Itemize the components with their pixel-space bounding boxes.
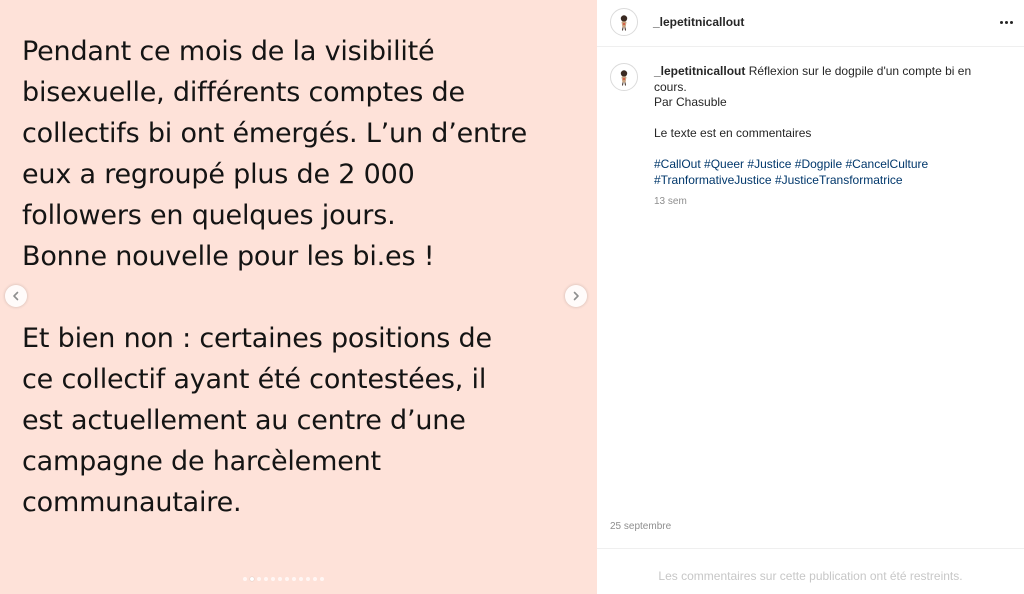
more-options-icon [1010,21,1013,24]
slide-text-line: campagne de harcèlement [22,446,381,477]
more-options-button[interactable] [997,13,1015,31]
slide-paragraph-1 [22,31,582,277]
caption-text: Le texte est en commentaires [654,126,812,140]
carousel-dot [299,577,303,581]
more-options-icon [1005,21,1008,24]
slide-text-line: Et bien non : certaines positions de [22,323,492,354]
caption-text: Réflexion sur le dogpile d'un compte bi en [748,64,972,78]
comments-footer [597,548,1024,594]
slide-text-line: eux a regroupé plus de 2 000 [22,159,415,190]
carousel-dot [306,577,310,581]
carousel-dot [243,577,247,581]
slide-text-line: bisexuelle, différents comptes de [22,77,465,108]
caption-text: Par Chasuble [654,95,727,109]
slide-text-line: ce collectif ayant été contestées, il [22,364,487,395]
post-header [597,0,1024,47]
post-details-panel [597,0,1024,594]
caption-text: cours. [654,79,687,94]
hashtag-link[interactable]: #Justice [747,157,792,171]
caption-spacer [654,142,1004,158]
carousel-dot [292,577,296,581]
hashtags-line-2 [654,173,1004,189]
slide-text-line: Pendant ce mois de la visibilité [22,36,435,67]
carousel-dot [264,577,268,581]
chevron-left-icon [11,291,21,301]
carousel-dot [320,577,324,581]
carousel-dot [285,577,289,581]
post-caption [654,64,1004,188]
hashtag-link[interactable]: #Dogpile [794,157,843,171]
hashtag-link[interactable]: #CancelCulture [845,157,929,171]
carousel-indicator [243,577,324,581]
caption-spacer [654,111,1004,127]
caption-timestamp[interactable]: 13 sem [654,196,687,207]
hashtags-line-1 [654,157,1004,173]
profile-avatar-icon [614,12,634,32]
carousel-dot-active [250,577,254,581]
carousel-dot [278,577,282,581]
caption-username-link[interactable]: _lepetitnicallout [654,64,746,78]
hashtag-link[interactable]: #JusticeTransformatrice [774,172,903,187]
slide-text-line: collectifs bi ont émergés. L’un d’entre [22,118,528,149]
hashtag-link[interactable]: #CallOut [654,157,701,171]
hashtag-link[interactable]: #TranformativeJustice [654,172,772,187]
carousel-dot [271,577,275,581]
slide-text-line: followers en quelques jours. [22,200,396,231]
caption-avatar[interactable] [610,63,638,91]
slide-text-line: Bonne nouvelle pour les bi.es ! [22,241,435,272]
post-date[interactable]: 25 septembre [610,521,672,532]
header-avatar[interactable] [610,8,638,36]
more-options-icon [1000,21,1003,24]
chevron-right-icon [571,291,581,301]
slide-paragraph-2 [22,318,582,523]
profile-avatar-icon [614,67,634,87]
slide-text-line: est actuellement au centre d’une [22,405,466,436]
slide-text-line: communautaire. [22,487,242,518]
carousel-dot [257,577,261,581]
carousel-dot [313,577,317,581]
hashtag-link[interactable]: #Queer [704,157,745,171]
comments-restricted-notice: Les commentaires sur cette publication ont été restreints. [658,569,963,583]
caption-first-line [654,64,1004,80]
previous-slide-button[interactable] [5,285,27,307]
header-username-link[interactable]: _lepetitnicallout [653,15,745,29]
next-slide-button[interactable] [565,285,587,307]
